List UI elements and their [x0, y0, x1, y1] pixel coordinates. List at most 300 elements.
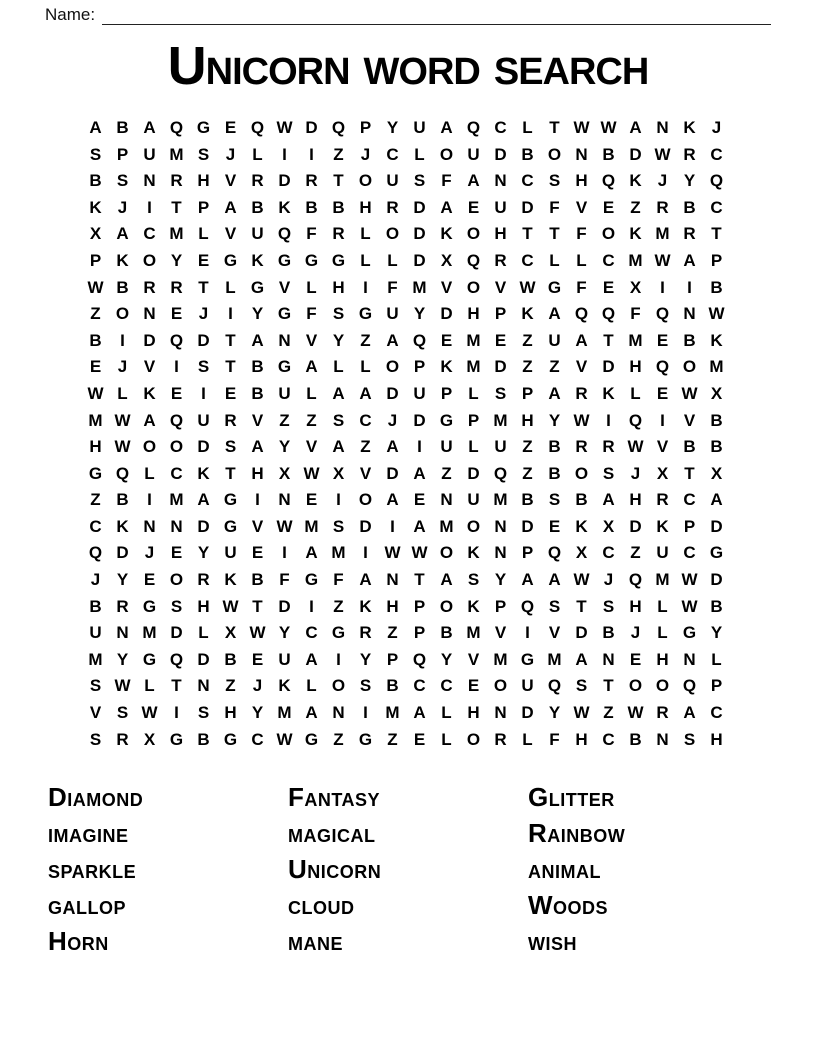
grid-cell: K [710, 330, 723, 350]
word-list-item: magical [288, 817, 376, 848]
grid-cell: N [116, 623, 129, 643]
grid-cell: U [548, 330, 561, 350]
grid-cell: R [656, 703, 669, 723]
grid-cell: P [386, 649, 399, 669]
grid-cell: Z [306, 410, 317, 430]
grid-cell: O [655, 676, 670, 696]
grid-cell: J [252, 676, 263, 696]
grid-cell: A [359, 383, 372, 403]
grid-cell: E [602, 197, 615, 217]
grid-cell: F [387, 277, 398, 297]
grid-cell: L [306, 676, 317, 696]
grid-cell: W [573, 410, 590, 430]
grid-cell: N [602, 649, 615, 669]
grid-cell: M [88, 410, 103, 430]
grid-cell: Z [522, 357, 533, 377]
grid-cell: K [440, 224, 453, 244]
grid-cell: M [655, 224, 670, 244]
grid-cell: L [252, 144, 263, 164]
grid-cell: G [88, 463, 103, 483]
grid-cell: R [143, 277, 156, 297]
grid-cell: M [493, 649, 508, 669]
grid-cell: R [116, 729, 129, 749]
grid-cell: X [224, 623, 237, 643]
grid-cell: M [277, 703, 292, 723]
grid-cell: B [332, 197, 345, 217]
grid-cell: M [331, 543, 346, 563]
grid-cell: F [279, 570, 290, 590]
grid-cell: X [710, 463, 723, 483]
grid-cell: W [600, 117, 617, 137]
grid-cell: H [386, 596, 399, 616]
grid-cell: H [575, 171, 588, 191]
grid-cell: V [89, 703, 102, 723]
grid-cell: N [575, 144, 588, 164]
grid-cell: A [548, 304, 561, 324]
grid-cell: H [224, 703, 237, 723]
grid-cell: Y [332, 330, 345, 350]
word-list-item: Rainbow [528, 817, 626, 848]
grid-cell: Z [630, 543, 641, 563]
word-list-item: animal [528, 853, 601, 884]
grid-cell: T [576, 596, 587, 616]
grid-cell: T [225, 330, 236, 350]
grid-cell: H [89, 437, 102, 457]
word-list-item: Diamond [48, 781, 144, 812]
grid-cell: Q [169, 410, 184, 430]
word-list-item: Horn [48, 925, 109, 956]
grid-cell: E [467, 197, 480, 217]
grid-cell: X [602, 516, 615, 536]
grid-cell: C [602, 250, 615, 270]
grid-cell: B [251, 383, 264, 403]
grid-cell: T [711, 224, 722, 244]
grid-cell: C [683, 543, 696, 563]
grid-cell: U [494, 437, 507, 457]
grid-cell: Y [710, 623, 723, 643]
grid-cell: K [683, 117, 696, 137]
grid-cell: L [333, 357, 344, 377]
grid-cell: B [602, 144, 615, 164]
grid-cell: S [332, 516, 345, 536]
grid-cell: X [278, 463, 291, 483]
grid-cell: F [630, 304, 641, 324]
grid-cell: Z [630, 197, 641, 217]
grid-cell: J [603, 570, 614, 590]
grid-cell: K [629, 171, 642, 191]
grid-cell: Y [548, 410, 561, 430]
grid-cell: D [494, 357, 507, 377]
grid-cell: X [710, 383, 723, 403]
grid-cell: Y [494, 570, 507, 590]
grid-cell: C [359, 410, 372, 430]
word-list-item: cloud [288, 889, 355, 920]
grid-cell: E [656, 383, 669, 403]
grid-cell: U [440, 437, 453, 457]
grid-cell: H [467, 703, 480, 723]
grid-cell: X [629, 277, 642, 297]
grid-cell: Q [655, 357, 670, 377]
grid-cell: Q [331, 117, 346, 137]
grid-cell: U [251, 224, 264, 244]
grid-cell: Z [90, 304, 101, 324]
grid-cell: I [525, 623, 530, 643]
grid-cell: I [147, 490, 152, 510]
grid-cell: Y [440, 649, 453, 669]
word-list-item: gallop [48, 889, 126, 920]
grid-cell: N [494, 543, 507, 563]
grid-cell: M [493, 490, 508, 510]
grid-cell: J [630, 463, 641, 483]
grid-cell: H [251, 463, 264, 483]
grid-cell: E [440, 330, 453, 350]
grid-cell: A [305, 703, 318, 723]
grid-cell: C [170, 463, 183, 483]
grid-cell: Z [333, 596, 344, 616]
grid-cell: A [224, 197, 237, 217]
grid-cell: Q [466, 117, 481, 137]
grid-cell: V [224, 224, 237, 244]
word-list-item: wish [528, 925, 577, 956]
grid-cell: Q [574, 304, 589, 324]
grid-cell: K [629, 224, 642, 244]
grid-cell: Q [547, 543, 562, 563]
grid-cell: L [144, 676, 155, 696]
grid-cell: R [197, 570, 210, 590]
grid-cell: B [116, 490, 129, 510]
grid-cell: Q [88, 543, 103, 563]
grid-cell: I [606, 410, 611, 430]
grid-cell: L [144, 463, 155, 483]
grid-cell: T [252, 596, 263, 616]
grid-cell: B [386, 676, 399, 696]
grid-cell: E [143, 570, 156, 590]
grid-cell: P [521, 543, 534, 563]
grid-cell: W [573, 117, 590, 137]
grid-cell: L [225, 277, 236, 297]
grid-cell: J [657, 171, 668, 191]
grid-cell: F [333, 570, 344, 590]
grid-cell: J [117, 357, 128, 377]
grid-cell: W [573, 570, 590, 590]
grid-cell: Z [360, 437, 371, 457]
word-list-item: Fantasy [288, 781, 381, 812]
grid-cell: T [522, 224, 533, 244]
grid-cell: V [575, 357, 588, 377]
grid-cell: Z [333, 729, 344, 749]
grid-cell: D [305, 117, 318, 137]
grid-cell: Z [387, 729, 398, 749]
grid-cell: V [494, 277, 507, 297]
grid-cell: P [710, 676, 723, 696]
grid-cell: Q [412, 649, 427, 669]
grid-cell: M [385, 703, 400, 723]
grid-cell: J [90, 570, 101, 590]
grid-cell: Y [251, 304, 264, 324]
grid-cell: U [278, 649, 291, 669]
grid-cell: Q [709, 171, 724, 191]
grid-cell: F [306, 304, 317, 324]
grid-cell: D [440, 304, 453, 324]
grid-cell: U [413, 383, 426, 403]
grid-cell: M [466, 623, 481, 643]
grid-cell: R [602, 437, 615, 457]
grid-cell: D [467, 463, 480, 483]
grid-cell: N [683, 649, 696, 669]
grid-cell: A [413, 516, 426, 536]
grid-cell: U [386, 171, 399, 191]
grid-cell: W [303, 463, 320, 483]
grid-cell: W [681, 383, 698, 403]
grid-cell: S [548, 171, 561, 191]
grid-cell: A [305, 649, 318, 669]
grid-cell: A [359, 570, 372, 590]
grid-cell: Y [413, 304, 426, 324]
grid-cell: O [169, 437, 184, 457]
grid-cell: D [413, 410, 426, 430]
grid-cell: S [575, 676, 588, 696]
grid-cell: G [358, 304, 373, 324]
grid-cell: N [656, 729, 669, 749]
grid-cell: D [521, 516, 534, 536]
grid-cell: J [198, 304, 209, 324]
grid-cell: H [629, 357, 642, 377]
grid-cell: X [143, 729, 156, 749]
grid-cell: P [494, 304, 507, 324]
grid-cell: F [441, 171, 452, 191]
grid-cell: V [683, 410, 696, 430]
grid-cell: V [656, 437, 669, 457]
grid-cell: R [170, 277, 183, 297]
grid-cell: I [660, 410, 665, 430]
grid-cell: T [225, 357, 236, 377]
grid-cell: E [197, 250, 210, 270]
grid-cell: O [358, 171, 373, 191]
grid-cell: W [87, 277, 104, 297]
grid-cell: W [114, 410, 131, 430]
grid-cell: A [197, 490, 210, 510]
grid-cell: Z [90, 490, 101, 510]
grid-cell: A [602, 490, 615, 510]
grid-cell: L [468, 383, 479, 403]
grid-cell: U [494, 197, 507, 217]
grid-cell: T [549, 117, 560, 137]
grid-cell: S [197, 357, 210, 377]
grid-cell: C [710, 144, 723, 164]
grid-cell: A [116, 224, 129, 244]
grid-cell: J [144, 543, 155, 563]
word-list-item: sparkle [48, 853, 137, 884]
grid-cell: G [142, 596, 157, 616]
grid-cell: M [493, 410, 508, 430]
grid-cell: C [521, 250, 534, 270]
grid-cell: D [197, 516, 210, 536]
grid-cell: Z [333, 144, 344, 164]
grid-cell: K [278, 197, 291, 217]
grid-cell: S [89, 676, 102, 696]
grid-cell: Q [115, 463, 130, 483]
grid-cell: W [411, 543, 428, 563]
grid-cell: Q [466, 250, 481, 270]
grid-cell: B [710, 277, 723, 297]
grid-cell: L [117, 383, 128, 403]
grid-cell: Z [360, 330, 371, 350]
grid-cell: L [657, 623, 668, 643]
grid-cell: W [141, 703, 158, 723]
grid-cell: C [710, 197, 723, 217]
grid-cell: L [198, 224, 209, 244]
grid-cell: V [305, 330, 318, 350]
grid-cell: R [656, 197, 669, 217]
grid-cell: R [359, 623, 372, 643]
grid-cell: I [174, 703, 179, 723]
grid-cell: D [602, 357, 615, 377]
grid-cell: S [116, 703, 129, 723]
grid-cell: B [89, 171, 102, 191]
grid-cell: A [413, 703, 426, 723]
grid-cell: D [710, 516, 723, 536]
grid-cell: T [549, 224, 560, 244]
grid-cell: J [117, 197, 128, 217]
grid-cell: A [710, 490, 723, 510]
grid-cell: E [413, 729, 426, 749]
grid-cell: A [467, 171, 480, 191]
grid-cell: S [683, 729, 696, 749]
grid-cell: T [603, 676, 614, 696]
grid-cell: Z [603, 703, 614, 723]
name-fill-in-line [102, 9, 771, 25]
grid-cell: Q [628, 410, 643, 430]
grid-cell: P [710, 250, 723, 270]
grid-cell: Z [549, 357, 560, 377]
grid-cell: W [573, 703, 590, 723]
grid-cell: A [548, 383, 561, 403]
grid-cell: A [332, 383, 345, 403]
grid-cell: N [683, 304, 696, 324]
grid-cell: P [413, 623, 426, 643]
grid-cell: D [197, 649, 210, 669]
grid-cell: E [170, 383, 183, 403]
grid-cell: P [89, 250, 102, 270]
grid-cell: A [89, 117, 102, 137]
grid-cell: H [629, 490, 642, 510]
grid-cell: B [683, 437, 696, 457]
grid-cell: U [467, 490, 480, 510]
grid-cell: C [251, 729, 264, 749]
grid-cell: O [682, 357, 697, 377]
grid-cell: E [656, 330, 669, 350]
grid-cell: U [278, 383, 291, 403]
grid-cell: A [440, 197, 453, 217]
grid-cell: G [709, 543, 724, 563]
grid-cell: A [386, 490, 399, 510]
grid-cell: N [143, 516, 156, 536]
grid-cell: Q [547, 676, 562, 696]
grid-cell: Y [251, 703, 264, 723]
grid-cell: Y [197, 543, 210, 563]
grid-cell: U [656, 543, 669, 563]
grid-cell: W [627, 703, 644, 723]
grid-cell: I [363, 543, 368, 563]
grid-cell: Q [601, 304, 616, 324]
grid-cell: E [170, 304, 183, 324]
grid-cell: K [521, 304, 534, 324]
grid-cell: P [413, 357, 426, 377]
grid-cell: Y [278, 437, 291, 457]
grid-cell: I [201, 383, 206, 403]
grid-cell: R [332, 224, 345, 244]
grid-cell: D [116, 543, 129, 563]
grid-cell: A [413, 463, 426, 483]
grid-cell: K [467, 596, 480, 616]
grid-cell: U [386, 304, 399, 324]
grid-cell: W [276, 729, 293, 749]
grid-cell: Z [522, 330, 533, 350]
grid-cell: I [417, 437, 422, 457]
grid-cell: C [494, 117, 507, 137]
grid-cell: P [521, 383, 534, 403]
grid-cell: B [251, 570, 264, 590]
grid-cell: R [575, 383, 588, 403]
grid-cell: A [305, 357, 318, 377]
grid-cell: P [359, 117, 372, 137]
grid-cell: Y [116, 570, 129, 590]
grid-cell: Y [683, 171, 696, 191]
grid-cell: O [439, 596, 454, 616]
grid-cell: I [660, 277, 665, 297]
grid-cell: D [278, 171, 291, 191]
grid-cell: V [251, 516, 264, 536]
grid-cell: L [441, 703, 452, 723]
grid-cell: I [282, 543, 287, 563]
grid-cell: Z [522, 463, 533, 483]
word-list-item: Glitter [528, 781, 615, 812]
grid-cell: K [116, 516, 129, 536]
grid-cell: C [413, 676, 426, 696]
grid-cell: S [332, 410, 345, 430]
grid-cell: E [602, 277, 615, 297]
grid-cell: K [143, 383, 156, 403]
grid-cell: I [336, 490, 341, 510]
grid-cell: A [629, 117, 642, 137]
grid-cell: D [197, 330, 210, 350]
grid-cell: H [359, 197, 372, 217]
grid-cell: A [251, 330, 264, 350]
grid-cell: N [332, 703, 345, 723]
grid-cell: B [251, 357, 264, 377]
grid-cell: A [521, 570, 534, 590]
grid-cell: L [306, 383, 317, 403]
grid-cell: A [332, 437, 345, 457]
grid-cell: Q [169, 649, 184, 669]
grid-cell: L [441, 729, 452, 749]
grid-cell: L [414, 144, 425, 164]
grid-cell: G [547, 277, 562, 297]
grid-cell: E [224, 117, 237, 137]
grid-cell: W [276, 117, 293, 137]
grid-cell: N [278, 490, 291, 510]
grid-cell: M [304, 516, 319, 536]
grid-cell: D [359, 516, 372, 536]
grid-cell: N [656, 117, 669, 137]
grid-cell: V [494, 623, 507, 643]
grid-cell: S [548, 490, 561, 510]
grid-cell: E [224, 383, 237, 403]
grid-cell: K [89, 197, 102, 217]
name-label: Name: [45, 5, 96, 24]
grid-cell: M [169, 144, 184, 164]
grid-cell: Y [170, 250, 183, 270]
